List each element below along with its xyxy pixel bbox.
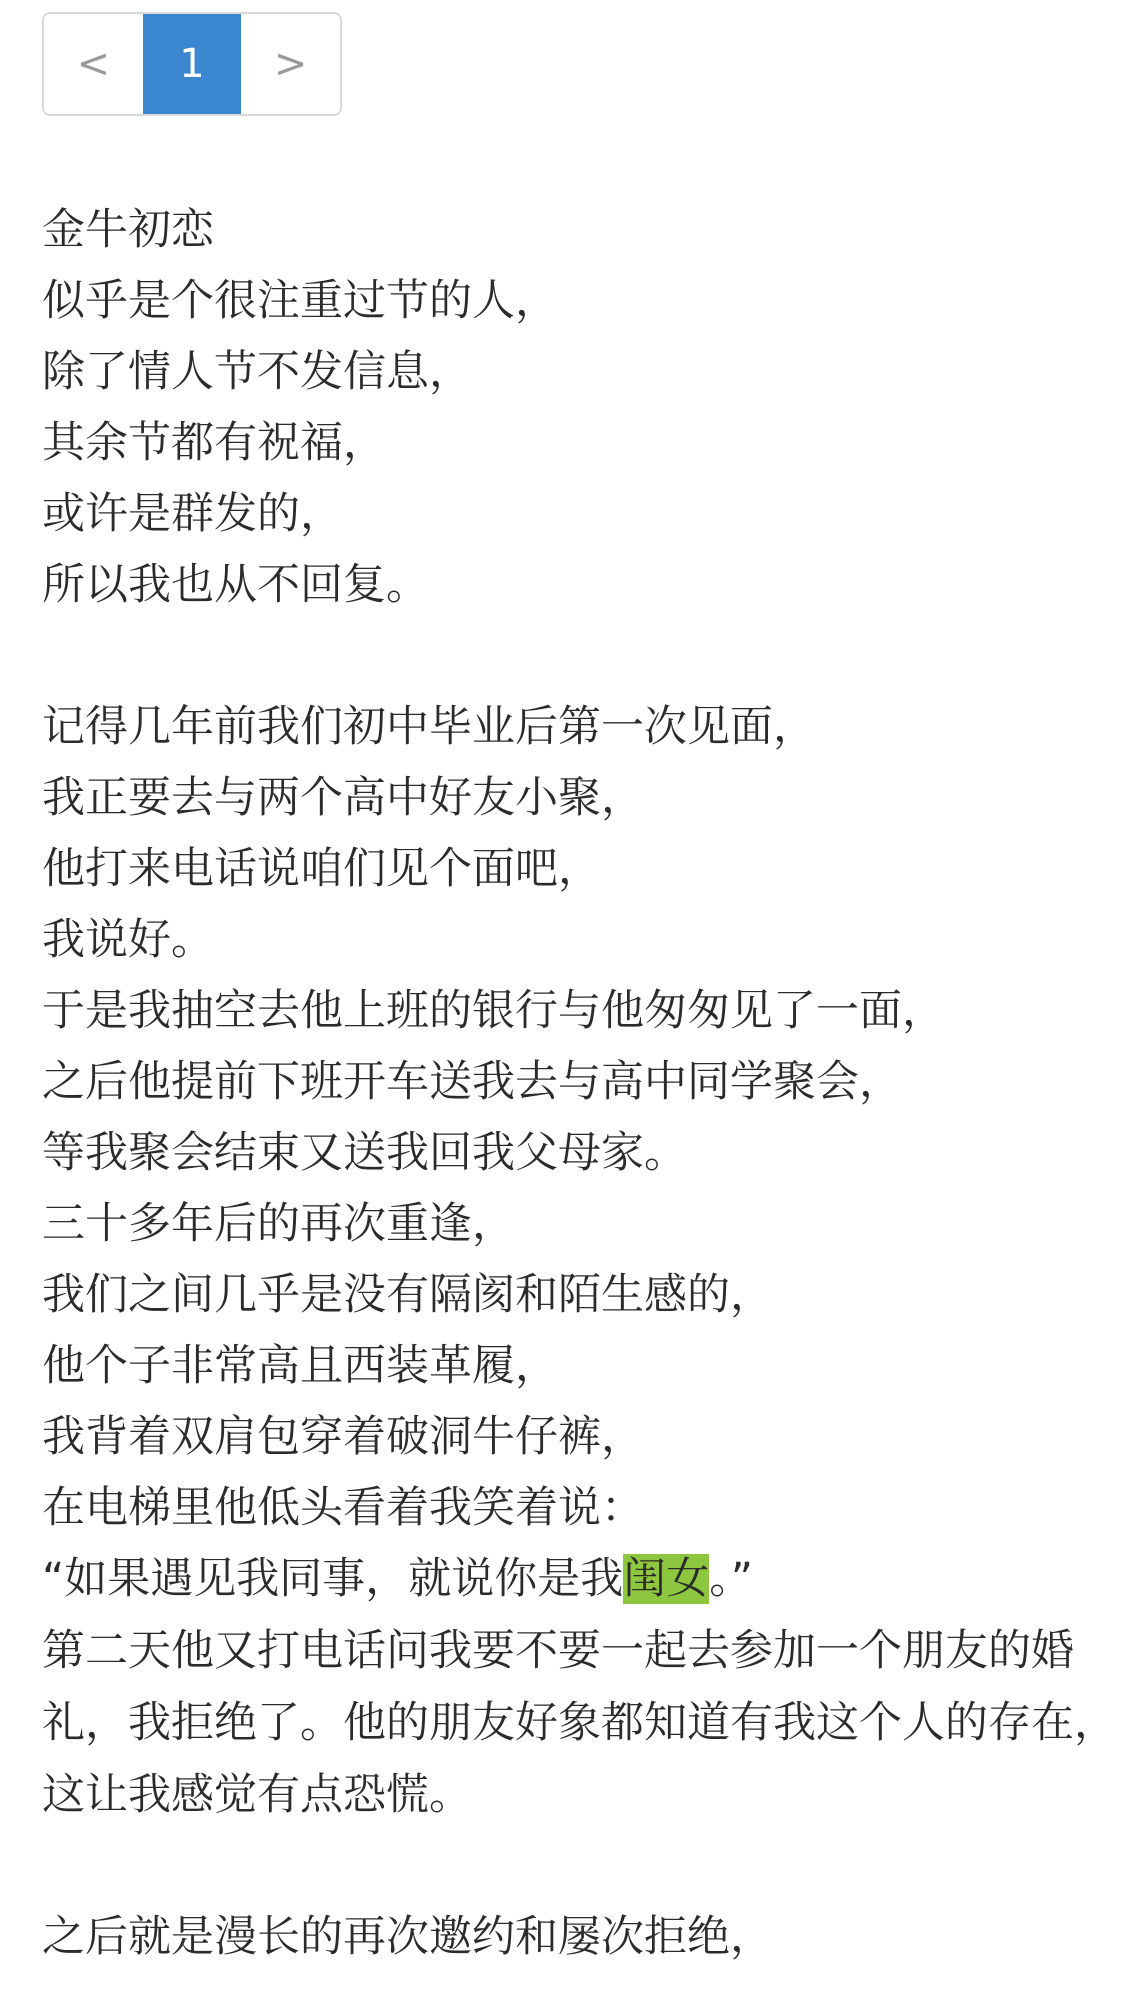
spacer [42,621,1117,692]
text-line: 于是我抽空去他上班的银行与他匆匆见了一面， [42,986,945,1036]
text-line: 他个子非常高且西装革履， [42,1341,558,1391]
text-line: 除了情人节不发信息， [42,347,472,397]
text-line: 我背着双肩包穿着破洞牛仔裤， [42,1412,644,1462]
text-line: 似乎是个很注重过节的人， [42,276,558,326]
text-line: 记得几年前我们初中毕业后第一次见面， [42,702,816,752]
pagination [42,12,342,116]
paragraph: 第二天他又打电话问我要不要一起去参加一个朋友的婚礼，我拒绝了。他的朋友好象都知道有我这个人的存在，这让我感觉有点恐慌。 [42,1626,1117,1820]
quote-text-end: 。” [709,1554,754,1604]
text-line: 他打来电话说咱们见个面吧， [42,844,601,894]
quote-text: “如果遇见我同事，就说你是我 [42,1554,624,1604]
page-1-button[interactable]: 1 [143,14,242,114]
text-line: 之后就是漫长的再次邀约和屡次拒绝， [42,1912,773,1962]
next-page-button[interactable]: > [241,14,340,114]
text-line: 我说好。 [42,915,214,965]
highlighted-keyword[interactable]: 闺女 [623,1554,710,1604]
text-line: 我正要去与两个高中好友小聚， [42,773,644,823]
prev-page-button[interactable]: < [44,14,143,114]
text-line: 或许是群发的， [42,489,343,539]
text-line: 在电梯里他低头看着我笑着说： [42,1483,644,1533]
text-line: 三十多年后的再次重逢， [42,1199,515,1249]
article-title: 金牛初恋 [42,205,214,255]
spacer [42,1831,1117,1902]
article-body [42,195,1117,1973]
text-line: 之后他提前下班开车送我去与高中同学聚会， [42,1057,902,1107]
text-line: 所以我也从不回复。 [42,560,429,610]
text-line: 其余节都有祝福， [42,418,386,468]
quote-line [42,1544,1117,1615]
text-line: 我们之间几乎是没有隔阂和陌生感的， [42,1270,773,1320]
text-line: 等我聚会结束又送我回我父母家。 [42,1128,687,1178]
